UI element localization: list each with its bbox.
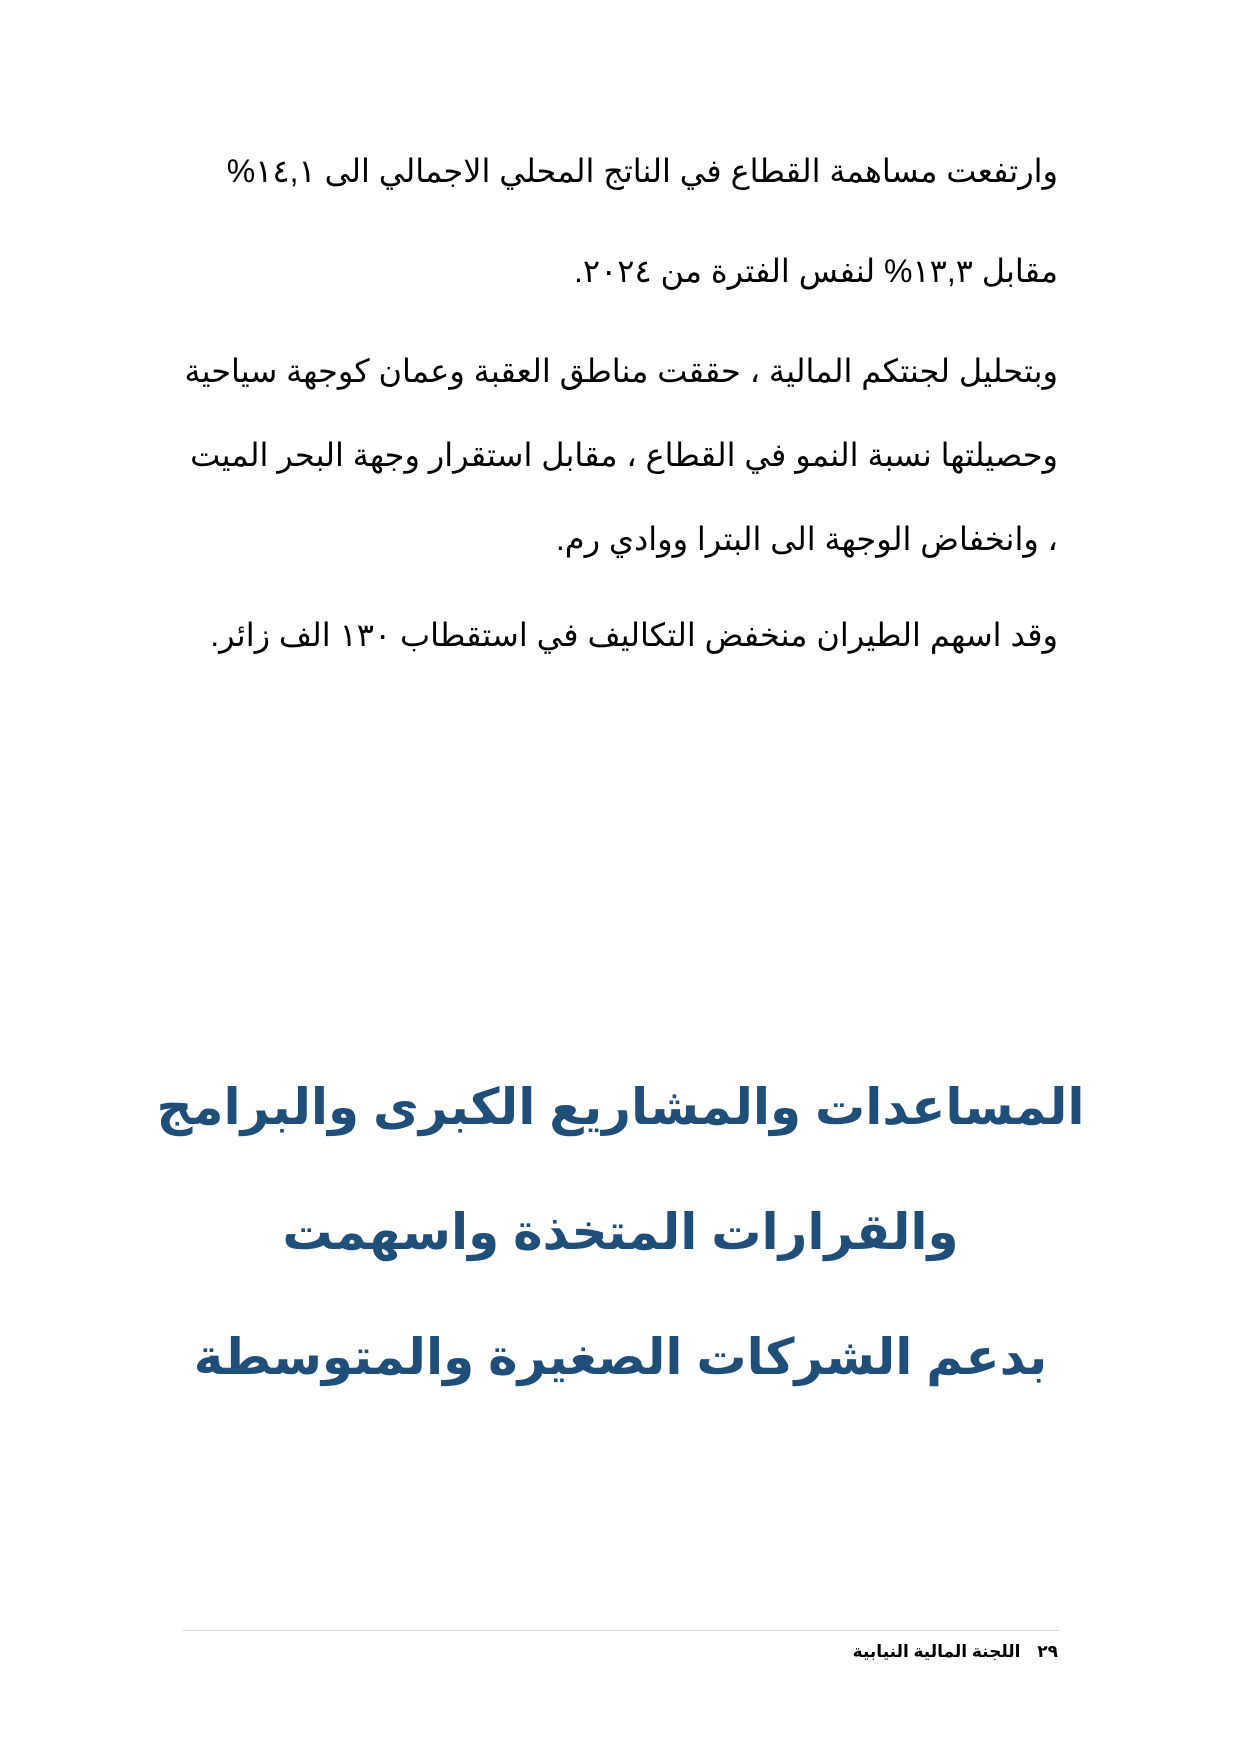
section-heading-line-2: والقرارات المتخذة واسهمت [282, 1204, 959, 1260]
paragraph-1-line-1: وارتفعت مساهمة القطاع في الناتج المحلي الاجمالي الى ١٤,١% [226, 153, 1058, 189]
section-heading-line-1: المساعدات والمشاريع الكبرى والبرامج [156, 1079, 1085, 1135]
footer-divider [183, 1630, 1059, 1631]
footer-label: اللجنة المالية النيابية [852, 1642, 1021, 1661]
page-footer [853, 1640, 1058, 1664]
paragraph-2-line-2: وحصيلتها نسبة النمو في القطاع ، مقابل استقرار وجهة البحر الميت [190, 437, 1058, 473]
section-heading-line-3: بدعم الشركات الصغيرة والمتوسطة [193, 1329, 1048, 1385]
page-number: ٢٩ [1037, 1642, 1058, 1661]
paragraph-3-line-1: وقد اسهم الطيران منخفض التكاليف في استقطاب ١٣٠ الف زائر. [210, 617, 1058, 653]
paragraph-2-line-1: وبتحليل لجنتكم المالية ، حققت مناطق العقبة وعمان كوجهة سياحية [184, 353, 1058, 389]
paragraph-1-line-2: مقابل ١٣,٣% لنفس الفترة من ٢٠٢٤. [573, 253, 1058, 289]
paragraph-2-line-3: ، وانخفاض الوجهة الى البترا ووادي رم. [555, 521, 1058, 557]
